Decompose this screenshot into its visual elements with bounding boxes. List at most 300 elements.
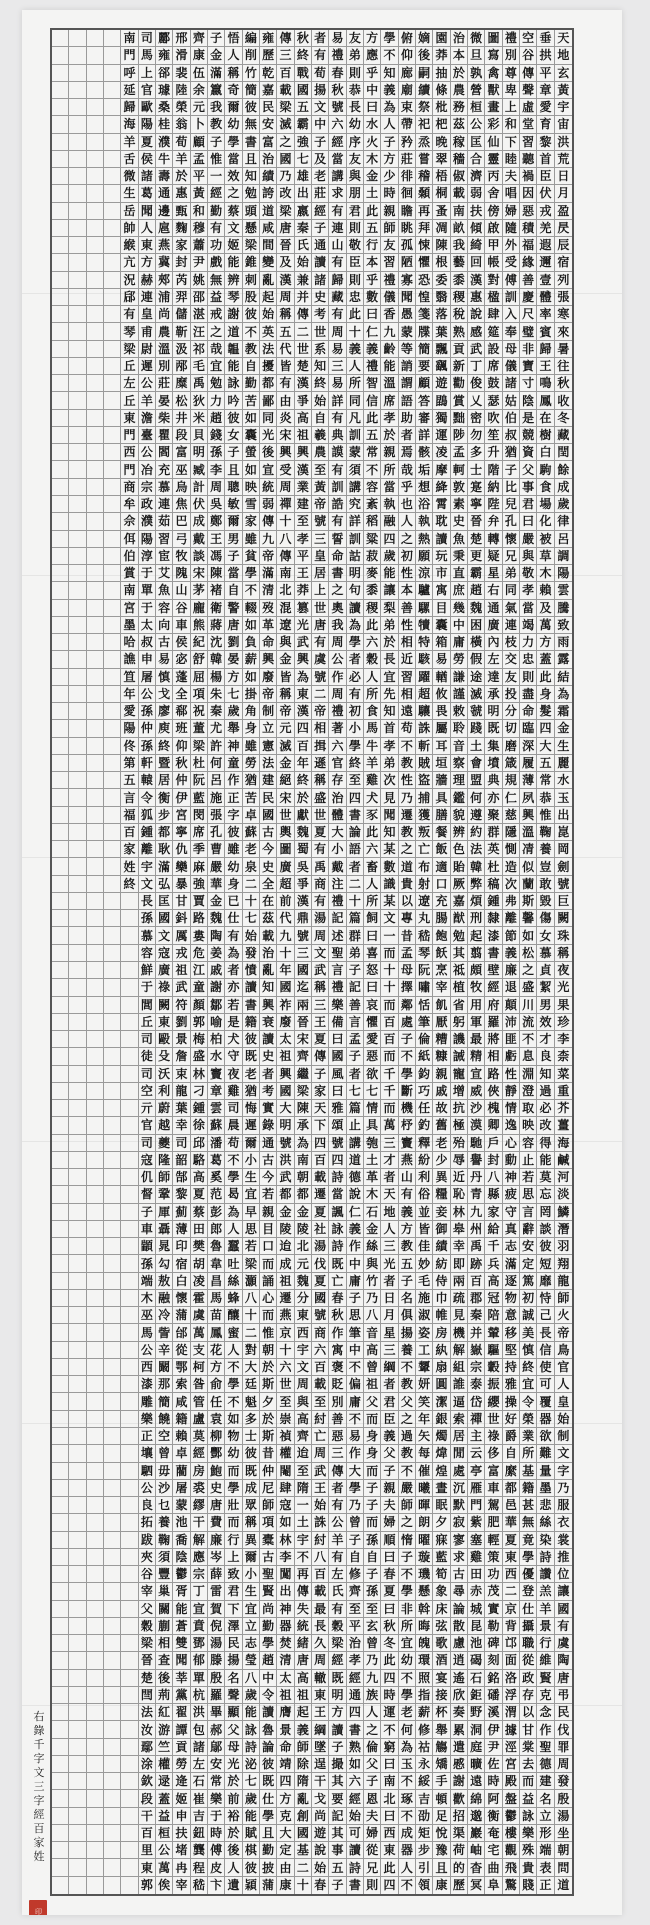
grid-cell: 當: [225, 565, 242, 582]
grid-cell: 連: [329, 220, 346, 237]
grid-cell: 索: [451, 1411, 468, 1428]
grid-cell: 斯: [260, 1428, 277, 1445]
grid-cell: 本: [364, 254, 381, 271]
grid-cell: 暑: [555, 341, 572, 358]
grid-cell: 數: [381, 858, 398, 875]
grid-cell: 林: [451, 1204, 468, 1221]
grid-cell: 身: [225, 876, 242, 893]
grid-cell: 子: [329, 1877, 346, 1894]
grid-cell: [69, 1152, 86, 1169]
grid-cell: [69, 669, 86, 686]
grid-cell: 翦: [468, 945, 485, 962]
grid-cell: 史: [451, 513, 468, 530]
grid-cell: 十: [347, 323, 364, 340]
grid-cell: 機: [451, 1324, 468, 1341]
grid-cell: 勞: [451, 651, 468, 668]
grid-cell: [69, 1808, 86, 1825]
grid-cell: 哉: [399, 461, 416, 478]
grid-cell: 八: [243, 1670, 260, 1687]
grid-cell: 恭: [537, 789, 554, 806]
grid-cell: 詩: [329, 1238, 346, 1255]
grid-cell: 吟: [225, 392, 242, 409]
grid-cell: 郎: [208, 1221, 225, 1238]
grid-cell: [87, 1601, 104, 1618]
grid-cell: 誇: [260, 185, 277, 202]
grid-cell: [87, 1238, 104, 1255]
grid-cell: 路: [485, 1066, 502, 1083]
grid-cell: 經: [329, 134, 346, 151]
grid-cell: 上: [139, 65, 156, 82]
grid-cell: 終: [347, 755, 364, 772]
grid-cell: 使: [537, 1359, 554, 1376]
grid-cell: [104, 1825, 121, 1842]
grid-cell: 祿: [156, 979, 173, 996]
grid-cell: 書: [243, 134, 260, 151]
grid-cell: 迄: [295, 979, 312, 996]
grid-cell: 命: [260, 634, 277, 651]
grid-cell: 孫: [139, 1255, 156, 1272]
grid-cell: 東: [139, 237, 156, 254]
grid-cell: 此: [364, 824, 381, 841]
grid-cell: 伏: [191, 496, 208, 513]
grid-cell: 獻: [295, 807, 312, 824]
grid-cell: 不: [295, 1549, 312, 1566]
grid-cell: 維: [537, 1652, 554, 1669]
grid-cell: 形: [537, 1825, 554, 1842]
grid-cell: [104, 1359, 121, 1376]
grid-cell: 起: [295, 1704, 312, 1721]
grid-cell: 成: [277, 1255, 294, 1272]
grid-cell: 文: [555, 1445, 572, 1462]
grid-cell: 帳: [485, 254, 502, 271]
grid-cell: 聖: [537, 1739, 554, 1756]
grid-cell: 隗: [173, 565, 190, 582]
grid-cell: 神: [503, 1169, 520, 1186]
grid-cell: [69, 272, 86, 289]
grid-cell: 馬: [364, 720, 381, 737]
grid-cell: 戚: [208, 962, 225, 979]
grid-cell: 勤: [208, 203, 225, 220]
grid-cell: 器: [399, 1842, 416, 1859]
grid-cell: 陽: [121, 720, 138, 737]
grid-cell: [52, 1635, 69, 1652]
grid-cell: 宰: [139, 1583, 156, 1600]
grid-cell: 於: [260, 1359, 277, 1376]
grid-cell: 紅: [156, 1704, 173, 1721]
grid-cell: 侯: [139, 151, 156, 168]
grid-cell: 魯: [260, 1721, 277, 1738]
grid-cell: 童: [191, 979, 208, 996]
grid-cell: [69, 1324, 86, 1341]
grid-cell: [52, 289, 69, 306]
grid-cell: 無: [520, 1514, 537, 1531]
grid-cell: 年: [416, 1411, 433, 1428]
grid-cell: [69, 548, 86, 565]
grid-cell: 印: [173, 1238, 190, 1255]
grid-cell: [52, 341, 69, 358]
grid-cell: [104, 1790, 121, 1807]
grid-cell: 令: [260, 1687, 277, 1704]
grid-cell: 劉: [173, 1014, 190, 1031]
grid-cell: 易: [329, 341, 346, 358]
grid-cell: 傅: [503, 272, 520, 289]
grid-cell: 會: [468, 755, 485, 772]
grid-cell: 太: [139, 617, 156, 634]
grid-cell: 記: [329, 910, 346, 927]
grid-cell: 抽: [433, 65, 450, 82]
grid-cell: 繆: [191, 1497, 208, 1514]
grid-cell: 溫: [520, 824, 537, 841]
grid-cell: 如: [347, 1756, 364, 1773]
grid-cell: [69, 634, 86, 651]
grid-cell: 器: [277, 1618, 294, 1635]
grid-cell: 尺: [520, 306, 537, 323]
character-grid: [50, 28, 574, 1896]
grid-cell: 槐: [485, 1100, 502, 1117]
grid-cell: 孔: [208, 824, 225, 841]
grid-cell: 空: [520, 30, 537, 47]
grid-cell: 二: [243, 876, 260, 893]
grid-cell: [52, 1307, 69, 1324]
grid-cell: 孤: [399, 237, 416, 254]
grid-cell: 發: [555, 1773, 572, 1790]
grid-cell: 與: [520, 548, 537, 565]
grid-cell: 詩: [347, 1859, 364, 1876]
grid-cell: 皆: [277, 358, 294, 375]
grid-cell: 平: [347, 1618, 364, 1635]
grid-cell: 谷: [139, 1566, 156, 1583]
grid-cell: [52, 1549, 69, 1566]
grid-cell: 蚤: [433, 203, 450, 220]
grid-cell: [52, 185, 69, 202]
grid-cell: [121, 1601, 138, 1618]
grid-cell: 曰: [381, 1549, 398, 1566]
grid-cell: 貞: [537, 962, 554, 979]
grid-cell: 逐: [503, 1273, 520, 1290]
grid-cell: 安: [208, 1756, 225, 1773]
grid-cell: 虧: [503, 1048, 520, 1065]
grid-cell: [104, 1342, 121, 1359]
grid-cell: 人: [225, 1221, 242, 1238]
grid-cell: 民: [555, 1704, 572, 1721]
grid-cell: 楹: [485, 289, 502, 306]
grid-cell: 掛: [243, 686, 260, 703]
grid-cell: [104, 1877, 121, 1894]
grid-cell: 劍: [555, 858, 572, 875]
grid-cell: [87, 254, 104, 271]
grid-cell: 孫: [364, 1583, 381, 1600]
grid-cell: 齊: [295, 1048, 312, 1065]
grid-cell: 組: [451, 1359, 468, 1376]
grid-cell: 崇: [277, 1411, 294, 1428]
grid-cell: 號: [295, 927, 312, 944]
grid-cell: 而: [381, 997, 398, 1014]
grid-cell: 翁: [173, 116, 190, 133]
grid-cell: 馳: [468, 1135, 485, 1152]
grid-cell: 穀: [139, 1618, 156, 1635]
grid-cell: 餐: [433, 824, 450, 841]
grid-cell: 祁: [191, 341, 208, 358]
grid-cell: 欣: [451, 1687, 468, 1704]
grid-cell: [87, 1549, 104, 1566]
grid-cell: 徐: [191, 1117, 208, 1134]
grid-cell: 充: [156, 461, 173, 478]
grid-cell: 衣: [555, 1514, 572, 1531]
grid-cell: 韓: [208, 651, 225, 668]
grid-cell: 手: [433, 1773, 450, 1790]
grid-cell: 先: [381, 686, 398, 703]
grid-cell: 稱: [555, 945, 572, 962]
grid-cell: 刻: [485, 1652, 502, 1669]
grid-cell: 鳳: [208, 1324, 225, 1341]
grid-cell: 睦: [503, 151, 520, 168]
grid-cell: 若: [520, 1169, 537, 1186]
grid-cell: 歸: [329, 272, 346, 289]
grid-cell: 出: [277, 1583, 294, 1600]
grid-cell: 移: [503, 1324, 520, 1341]
grid-cell: 寓: [433, 582, 450, 599]
grid-cell: 澹: [139, 410, 156, 427]
grid-cell: 力: [520, 634, 537, 651]
grid-cell: 十: [277, 513, 294, 530]
grid-cell: 興: [260, 651, 277, 668]
grid-cell: 如: [225, 1411, 242, 1428]
grid-cell: [69, 1463, 86, 1480]
grid-cell: 莘: [173, 1670, 190, 1687]
grid-cell: 農: [312, 444, 329, 461]
grid-cell: 香: [381, 306, 398, 323]
grid-cell: [52, 617, 69, 634]
grid-cell: 朋: [347, 185, 364, 202]
grid-cell: 梁: [121, 341, 138, 358]
grid-cell: 人: [225, 1859, 242, 1876]
grid-cell: 苟: [399, 720, 416, 737]
grid-cell: 匪: [503, 1031, 520, 1048]
grid-cell: 里: [139, 1842, 156, 1859]
grid-cell: 染: [537, 1532, 554, 1549]
grid-cell: 晏: [156, 392, 173, 409]
grid-cell: 而: [225, 1463, 242, 1480]
grid-cell: 豐: [156, 1566, 173, 1583]
grid-cell: 有: [312, 893, 329, 910]
grid-cell: 者: [381, 1273, 398, 1290]
grid-cell: [104, 1031, 121, 1048]
grid-cell: [69, 703, 86, 720]
grid-cell: 文: [225, 220, 242, 237]
grid-cell: 丘: [139, 1014, 156, 1031]
grid-cell: 頭: [243, 203, 260, 220]
grid-cell: 壯: [225, 1497, 242, 1514]
grid-cell: 武: [468, 341, 485, 358]
grid-cell: [69, 1186, 86, 1203]
grid-cell: 房: [433, 1324, 450, 1341]
grid-cell: 散: [451, 1618, 468, 1635]
grid-cell: 冥: [468, 1877, 485, 1894]
grid-cell: 矯: [433, 1756, 450, 1773]
grid-cell: 連: [503, 617, 520, 634]
grid-cell: 子: [329, 1739, 346, 1756]
grid-cell: [52, 1877, 69, 1894]
grid-cell: 斡: [416, 1601, 433, 1618]
grid-cell: 效: [537, 1014, 554, 1031]
grid-cell: 曹: [208, 841, 225, 858]
grid-cell: 惠: [468, 289, 485, 306]
grid-cell: [69, 1359, 86, 1376]
grid-cell: 序: [347, 134, 364, 151]
grid-cell: 昝: [191, 1376, 208, 1393]
grid-cell: [52, 824, 69, 841]
grid-cell: 芮: [173, 272, 190, 289]
grid-cell: 年: [277, 962, 294, 979]
grid-cell: 圖: [277, 841, 294, 858]
grid-cell: 賴: [537, 582, 554, 599]
grid-cell: 世: [295, 341, 312, 358]
grid-cell: 意: [503, 1307, 520, 1324]
grid-cell: [104, 1376, 121, 1393]
grid-cell: 五: [329, 1859, 346, 1876]
grid-cell: 蓬: [173, 669, 190, 686]
grid-cell: 六: [329, 116, 346, 133]
grid-cell: 濟: [468, 168, 485, 185]
grid-cell: 解: [451, 1342, 468, 1359]
grid-cell: 子: [381, 1463, 398, 1480]
grid-cell: 有: [329, 1601, 346, 1618]
grid-cell: 拱: [537, 47, 554, 64]
grid-cell: 善: [399, 600, 416, 617]
grid-cell: 有: [329, 1497, 346, 1514]
grid-cell: 禽: [485, 65, 502, 82]
grid-cell: 閹: [277, 1463, 294, 1480]
grid-cell: 黃: [555, 82, 572, 99]
grid-cell: 後: [416, 47, 433, 64]
grid-cell: 八: [277, 531, 294, 548]
grid-cell: 據: [503, 1721, 520, 1738]
grid-cell: 茂: [485, 1583, 502, 1600]
grid-cell: 競: [520, 427, 537, 444]
grid-cell: 曜: [416, 1532, 433, 1549]
grid-cell: 失: [295, 1601, 312, 1618]
grid-cell: 知: [381, 65, 398, 82]
grid-cell: [69, 1773, 86, 1790]
grid-cell: 修: [347, 1566, 364, 1583]
grid-cell: [104, 807, 121, 824]
grid-cell: 五: [364, 427, 381, 444]
grid-cell: 俞: [208, 1376, 225, 1393]
grid-cell: 察: [451, 755, 468, 772]
grid-cell: 不: [243, 323, 260, 340]
grid-cell: 伐: [555, 1721, 572, 1738]
grid-cell: 歐: [139, 99, 156, 116]
grid-cell: 習: [520, 134, 537, 151]
grid-cell: 匡: [156, 893, 173, 910]
grid-cell: 綺: [468, 237, 485, 254]
grid-cell: 詩: [329, 1169, 346, 1186]
grid-cell: [104, 997, 121, 1014]
grid-cell: 興: [295, 444, 312, 461]
grid-cell: 奧: [329, 600, 346, 617]
grid-cell: 今: [260, 1169, 277, 1186]
grid-cell: 多: [243, 1411, 260, 1428]
grid-cell: 之: [208, 323, 225, 340]
grid-cell: 典: [329, 427, 346, 444]
grid-cell: 荊: [156, 1687, 173, 1704]
grid-cell: 禮: [329, 47, 346, 64]
grid-cell: 圓: [433, 1376, 450, 1393]
grid-cell: 臣: [537, 168, 554, 185]
grid-cell: 龐: [191, 600, 208, 617]
grid-cell: 杼: [399, 1117, 416, 1134]
grid-cell: 囊: [433, 617, 450, 634]
grid-cell: [87, 962, 104, 979]
grid-cell: 始: [243, 927, 260, 944]
grid-cell: [87, 513, 104, 530]
grid-cell: 友: [503, 669, 520, 686]
grid-cell: 文: [139, 876, 156, 893]
grid-cell: 心: [503, 1135, 520, 1152]
grid-cell: 彼: [243, 306, 260, 323]
grid-cell: [104, 168, 121, 185]
grid-cell: 隆: [156, 1152, 173, 1169]
grid-cell: 宅: [485, 1842, 502, 1859]
grid-cell: 勿: [468, 427, 485, 444]
grid-cell: 謂: [399, 375, 416, 392]
grid-cell: 松: [173, 392, 190, 409]
grid-cell: 稷: [451, 289, 468, 306]
grid-cell: [121, 1066, 138, 1083]
grid-cell: 疲: [503, 1186, 520, 1203]
grid-cell: 離: [503, 910, 520, 927]
grid-cell: 致: [555, 617, 572, 634]
grid-cell: 寇: [277, 1497, 294, 1514]
grid-cell: 人: [381, 1221, 398, 1238]
grid-cell: 利: [156, 1083, 173, 1100]
grid-cell: 夕: [260, 1393, 277, 1410]
grid-cell: [87, 1808, 104, 1825]
grid-cell: 矩: [416, 1825, 433, 1842]
grid-cell: 雅: [329, 1100, 346, 1117]
grid-cell: 宋: [277, 427, 294, 444]
grid-cell: 爭: [295, 392, 312, 409]
grid-cell: 既: [260, 1773, 277, 1790]
grid-cell: 冉: [173, 1859, 190, 1876]
grid-cell: 則: [364, 1877, 381, 1894]
grid-cell: 太: [277, 1670, 294, 1687]
grid-cell: 陰: [520, 392, 537, 409]
grid-cell: [121, 910, 138, 927]
grid-cell: 皆: [277, 669, 294, 686]
grid-cell: [52, 410, 69, 427]
grid-cell: 羅: [485, 1014, 502, 1031]
grid-cell: 威: [468, 1083, 485, 1100]
grid-cell: 孫: [139, 703, 156, 720]
grid-cell: 分: [295, 1290, 312, 1307]
grid-cell: 邱: [191, 1135, 208, 1152]
grid-cell: 誅: [312, 1514, 329, 1531]
grid-cell: 孟: [191, 151, 208, 168]
grid-cell: [69, 893, 86, 910]
grid-cell: 誥: [329, 496, 346, 513]
grid-cell: 表: [537, 1859, 554, 1876]
grid-cell: 羔: [537, 1583, 554, 1600]
grid-cell: [121, 1238, 138, 1255]
grid-cell: 聞: [381, 807, 398, 824]
grid-cell: 竭: [520, 617, 537, 634]
grid-cell: 歷: [451, 1877, 468, 1894]
grid-cell: 杯: [433, 1704, 450, 1721]
grid-cell: 為: [555, 686, 572, 703]
grid-cell: [69, 1790, 86, 1807]
grid-cell: 方: [329, 1704, 346, 1721]
